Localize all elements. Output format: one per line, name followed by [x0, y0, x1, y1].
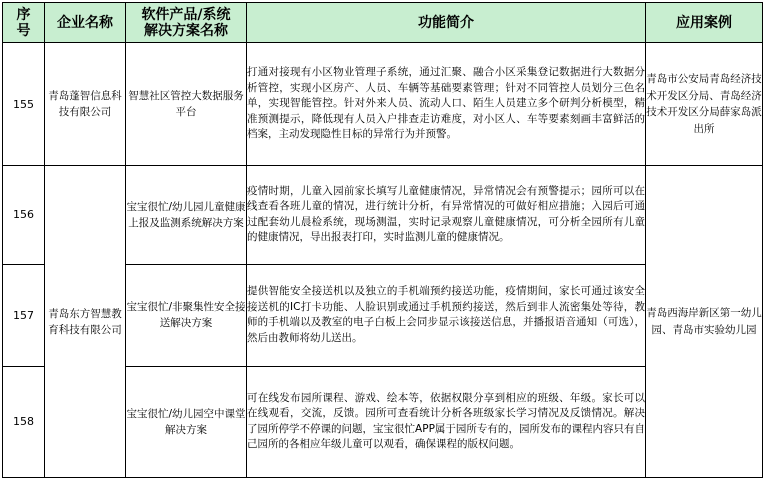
table-row	[3, 43, 763, 166]
row-product: 宝宝很忙/幼儿园儿童健康上报及监测系统解决方案	[126, 166, 247, 264]
header-product: 软件产品/系统 解决方案名称	[126, 3, 247, 43]
row-company: 青岛蓬智信息科技有限公司	[45, 43, 126, 166]
row-intro: 打通对接现有小区物业管理子系统，通过汇聚、融合小区采集登记数据进行大数据分析管控，实现小区房产、人员、车辆等基础要素管理；针对不同管控人员划分三色名单，实现智能管控。针对外来人员、流动人口、陌生人员建立多个研判分析模型，精准预测提示，降低现有人员入户排查走访难度，对小区人、车等要素刻画丰富鲜活的档案，主动发现隐性目标的异常行为并预警。	[247, 43, 646, 166]
row-product: 宝宝很忙/幼儿园空中课堂解决方案	[126, 366, 247, 477]
row-case-merged: 青岛西海岸新区第一幼儿园、青岛市实验幼儿园	[646, 166, 763, 478]
header-company: 企业名称	[45, 3, 126, 43]
row-case: 青岛市公安局青岛经济技术开发区分局、青岛经济技术开发区分局薛家岛派出所	[646, 43, 763, 166]
row-seq: 156	[3, 166, 45, 264]
row-intro: 可在线发布园所课程、游戏、绘本等，依据权限分享到相应的班级、年级。家长可以在线观看，交流，反馈。园所可查看统计分析各班级家长学习情况及反馈情况。解决了园所停学不停课的问题，宝宝很忙APP属于园所专有的，园所发布的课程内容只有自己园所的各相应年级儿童可以观看，确保课程的版权问题。	[247, 366, 646, 477]
row-seq: 155	[3, 43, 45, 166]
row-intro: 疫情时期，儿童入园前家长填写儿童健康情况，异常情况会有预警提示；园所可以在线查看各班儿童的情况，进行统计分析，有异常情况的可做好相应措施；入园后可通过配套幼儿晨检系统，现场测温，实时记录观察儿童健康情况，可分析全园所有儿童的健康情况，导出报表打印，实时监测儿童的健康情况。	[247, 166, 646, 264]
row-intro: 提供智能安全接送机以及独立的手机端预约接送功能，疫情期间，家长可通过该安全接送机的IC打卡功能、人脸识别或通过手机预约接送，然后到非人流密集处等待，教师的手机端以及教室的电子白板上会同步显示该接送信息，并播报语音通知（可选），然后由教师将幼儿送出。	[247, 264, 646, 366]
row-product: 宝宝很忙/非聚集性安全接送解决方案	[126, 264, 247, 366]
row-company-merged: 青岛东方智慧教育科技有限公司	[45, 166, 126, 478]
header-intro: 功能简介	[247, 3, 646, 43]
info-table	[2, 2, 763, 478]
header-row	[3, 3, 763, 43]
row-seq: 158	[3, 366, 45, 477]
header-seq: 序 号	[3, 3, 45, 43]
row-product: 智慧社区管控大数据服务平台	[126, 43, 247, 166]
table-row	[3, 166, 763, 264]
row-seq: 157	[3, 264, 45, 366]
header-case: 应用案例	[646, 3, 763, 43]
